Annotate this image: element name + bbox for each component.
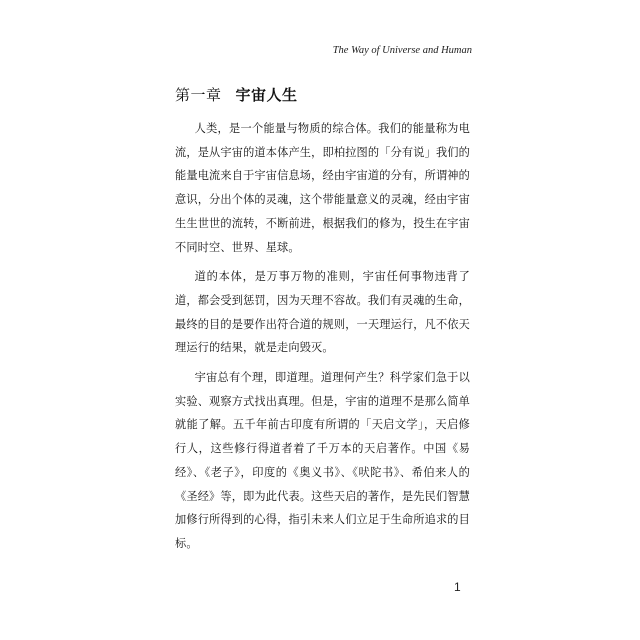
chapter-number: 第一章 [175, 86, 222, 104]
chapter-heading [175, 84, 298, 105]
chapter-title: 宇宙人生 [235, 86, 298, 104]
paragraph-3: 宇宙总有个理，即道理。道理何产生？科学家们急于以实验、观察方式找出真理。但是，宇宙的道理不是那么简单就能了解。五千年前古印度有所谓的「天启文学」，天启修行人，这些修行得道者着了千万本的天启著作。中国《易经》、《老子》，印度的《奥义书》、《吠陀书》、希伯来人的《圣经》等，即为此代表。这些天启的著作，是先民们智慧加修行所得到的心得，指引未来人们立足于生命所追求的目标。 [175, 371, 470, 550]
body-text [175, 117, 470, 562]
paragraph-1: 人类，是一个能量与物质的综合体。我们的能量称为电流，是从宇宙的道本体产生，即柏拉图的「分有说」我们的能量电流来自于宇宙信息场，经由宇宙道的分有，所谓神的意识，分出个体的灵魂，这个带能量意义的灵魂，经由宇宙生生世世的流转，不断前进，根据我们的修为，投生在宇宙不同时空、世界、星球。 [175, 122, 470, 254]
running-header: The Way of Universe and Human [332, 45, 472, 56]
paragraph-2: 道的本体，是万事万物的准则，宇宙任何事物违背了道，都会受到惩罚，因为天理不容故。我们有灵魂的生命，最终的目的是要作出符合道的规则，一天理运行，凡不依天理运行的结果，就是走向毁灭。 [175, 270, 470, 355]
page-number: 1 [454, 580, 461, 594]
